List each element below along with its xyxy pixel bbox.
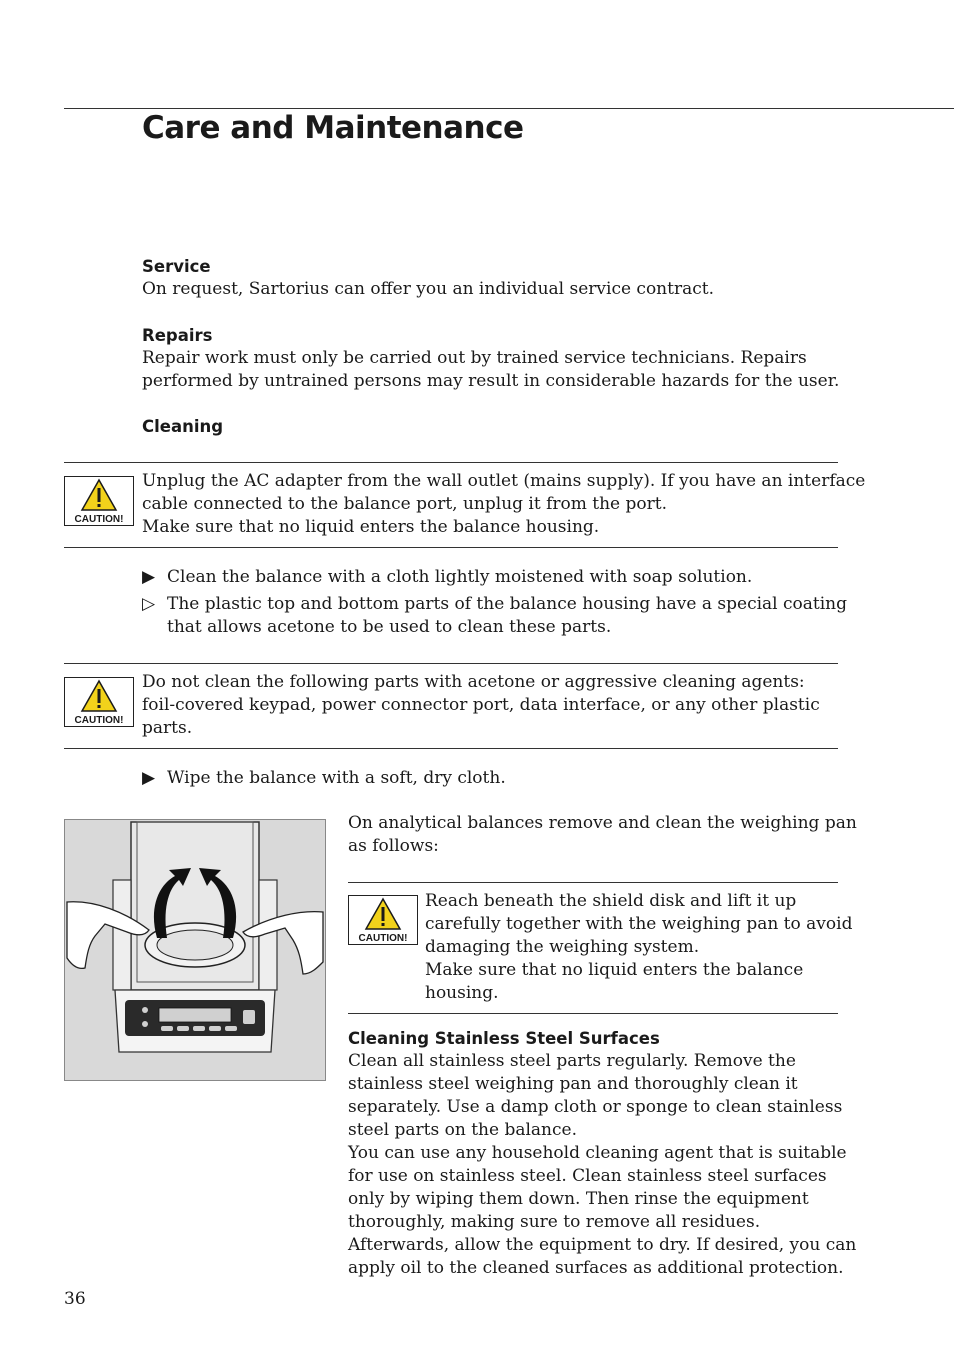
stainless-line: only by wiping them down. Then rinse the equipment: [348, 1189, 809, 1209]
caution-rule-top: [348, 882, 838, 883]
stainless-line: stainless steel weighing pan and thoroughly clean it: [348, 1074, 798, 1094]
caution-line: parts.: [142, 718, 193, 738]
caution-line: Reach beneath the shield disk and lift it up: [425, 891, 797, 911]
caution-label: CAUTION!: [74, 715, 124, 726]
caution-rule-top: [64, 663, 838, 664]
stainless-line: Afterwards, allow the equipment to dry. If desired, you can: [348, 1235, 857, 1255]
intro-line: On analytical balances remove and clean the weighing pan: [348, 813, 857, 833]
service-text: On request, Sartorius can offer you an individual service contract.: [142, 279, 714, 299]
caution-rule-bottom: [348, 1013, 838, 1014]
caution-line: carefully together with the weighing pan to avoid: [425, 914, 853, 934]
caution-label: CAUTION!: [358, 933, 408, 944]
caution-badge: [64, 677, 134, 727]
caution-rule-bottom: [64, 547, 838, 548]
caution-line: damaging the weighing system.: [425, 937, 700, 957]
repairs-line: performed by untrained persons may result in considerable hazards for the user.: [142, 371, 840, 391]
page-number: 36: [64, 1289, 86, 1309]
caution-line: Make sure that no liquid enters the balance: [425, 960, 804, 980]
stainless-line: for use on stainless steel. Clean stainless steel surfaces: [348, 1166, 827, 1186]
cleaning-heading: Cleaning: [142, 417, 224, 436]
note-line: The plastic top and bottom parts of the balance housing have a special coating: [167, 594, 847, 614]
caution-rule-bottom: [64, 748, 838, 749]
caution-line: Unplug the AC adapter from the wall outlet (mains supply). If you have an interface: [142, 471, 866, 491]
step-text: Clean the balance with a cloth lightly moistened with soap solution.: [167, 567, 753, 587]
caution-badge: [348, 895, 418, 945]
stainless-line: separately. Use a damp cloth or sponge to clean stainless: [348, 1097, 843, 1117]
warning-triangle-icon: [349, 896, 417, 944]
service-section: [142, 255, 714, 301]
caution-badge: [64, 476, 134, 526]
page-title: Care and Maintenance: [142, 110, 524, 146]
balance-drawing: [65, 820, 325, 1080]
note-line: that allows acetone to be used to clean these parts.: [167, 617, 612, 637]
weighing-pan-intro: [348, 812, 857, 858]
stainless-line: You can use any household cleaning agent that is suitable: [348, 1143, 847, 1163]
step-text: Wipe the balance with a soft, dry cloth.: [167, 768, 506, 788]
repairs-heading: Repairs: [142, 326, 213, 345]
outline-triangle-icon: ▷: [142, 594, 156, 614]
stainless-heading: Cleaning Stainless Steel Surfaces: [348, 1029, 660, 1048]
caution-text: [142, 671, 820, 740]
caution-rule-top: [64, 462, 838, 463]
stainless-line: apply oil to the cleaned surfaces as additional protection.: [348, 1258, 844, 1278]
instruction-step: [142, 767, 842, 790]
caution-line: housing.: [425, 983, 499, 1003]
caution-line: foil-covered keypad, power connector port, data interface, or any other plastic: [142, 695, 820, 715]
stainless-section: [348, 1027, 856, 1280]
balance-illustration: [64, 819, 326, 1081]
repairs-line: Repair work must only be carried out by trained service technicians. Repairs: [142, 348, 807, 368]
header-rule: [64, 108, 954, 109]
instruction-note: [142, 593, 847, 639]
stainless-line: Clean all stainless steel parts regularly. Remove the: [348, 1051, 796, 1071]
note-text: [167, 593, 847, 639]
service-heading: Service: [142, 257, 211, 276]
instruction-step: [142, 566, 842, 589]
caution-line: cable connected to the balance port, unplug it from the port.: [142, 494, 667, 514]
caution-line: Do not clean the following parts with acetone or aggressive cleaning agents:: [142, 672, 805, 692]
caution-text: [142, 470, 865, 539]
stainless-line: steel parts on the balance.: [348, 1120, 577, 1140]
repairs-section: [142, 324, 839, 393]
filled-triangle-icon: ▶: [142, 768, 156, 788]
caution-line: Make sure that no liquid enters the balance housing.: [142, 517, 600, 537]
intro-line: as follows:: [348, 836, 439, 856]
caution-text: [425, 890, 852, 1005]
warning-triangle-icon: [65, 477, 133, 525]
filled-triangle-icon: ▶: [142, 567, 156, 587]
warning-triangle-icon: [65, 678, 133, 726]
caution-label: CAUTION!: [74, 514, 124, 525]
stainless-line: thoroughly, making sure to remove all residues.: [348, 1212, 761, 1232]
